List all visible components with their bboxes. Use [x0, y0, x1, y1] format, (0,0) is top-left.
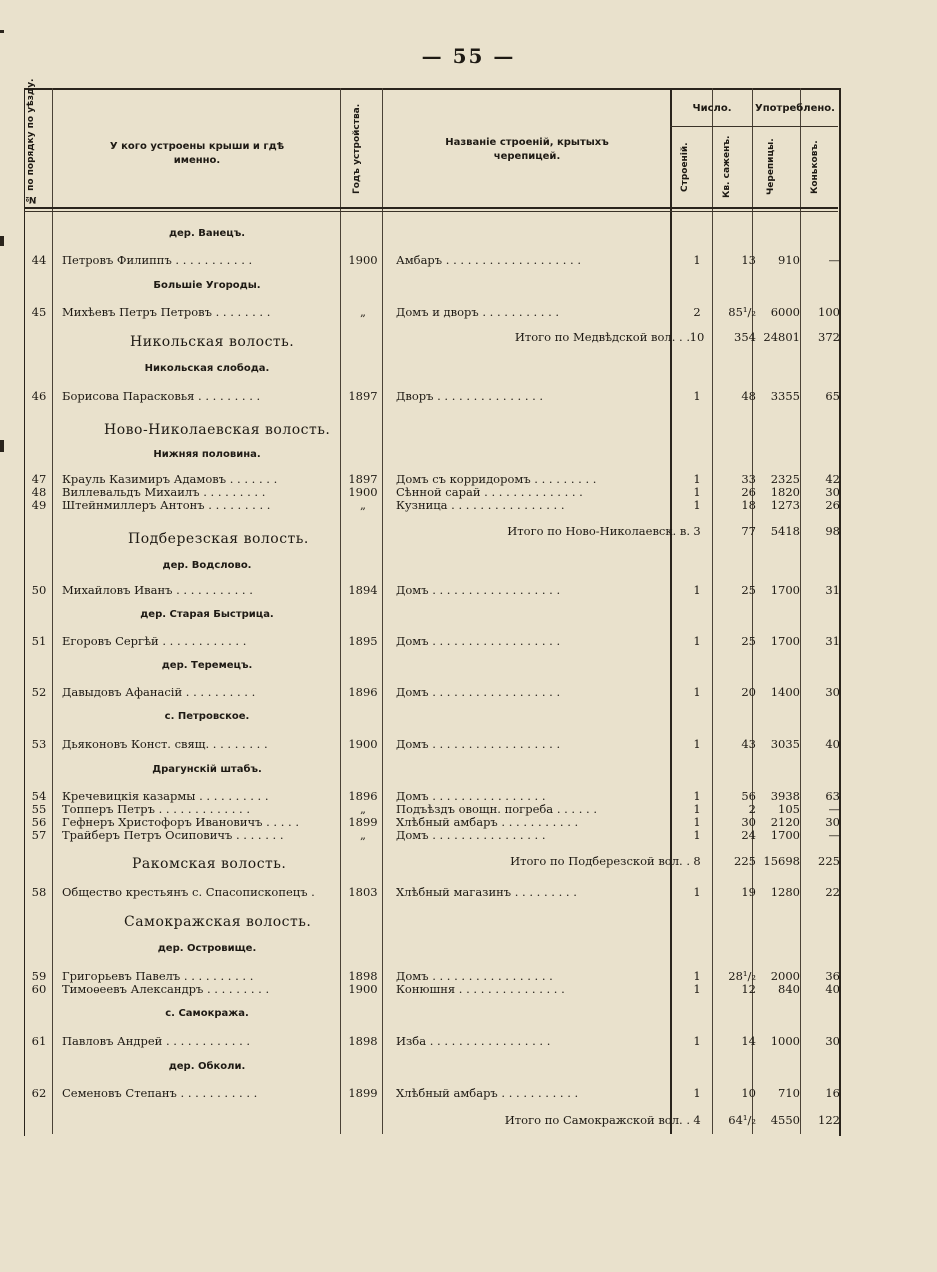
- cell-name: Борисова Парасковья . . . . . . . . .: [62, 389, 261, 403]
- cell-cnt: 1: [693, 1086, 701, 1100]
- cell-bld: Домъ и дворъ . . . . . . . . . . .: [396, 305, 560, 319]
- table-row: [24, 815, 844, 829]
- cell-ridge: 30: [825, 685, 840, 699]
- table-row: [24, 583, 844, 597]
- cell-tiles: 15698: [763, 854, 800, 868]
- cell-cnt: 4: [693, 1113, 701, 1127]
- cell-name: Гефнеръ Христофоръ Ивановичъ . . . . .: [62, 815, 299, 829]
- cell-no: 55: [31, 802, 47, 816]
- cell-ridge: 30: [825, 815, 840, 829]
- cell-no: 53: [31, 737, 47, 751]
- cell-no: 59: [31, 969, 47, 983]
- cell-sq: 64¹/₂: [728, 1113, 756, 1127]
- cell-ridge: 36: [825, 969, 840, 983]
- cell-name: Топперъ Петръ . . . . . . . . . . . . .: [62, 802, 250, 816]
- header-used-group: Употреблено.: [755, 103, 835, 114]
- table-row: [24, 969, 844, 983]
- total-row: [24, 854, 844, 868]
- cell-cnt: 2: [693, 305, 701, 319]
- cell-cnt: 1: [693, 389, 701, 403]
- cell-tiles: 3035: [770, 737, 800, 751]
- table-row: [24, 789, 844, 803]
- cell-cnt: 1: [693, 789, 701, 803]
- cell-bld: Дворъ . . . . . . . . . . . . . . .: [396, 389, 544, 403]
- volost-heading: Никольская волость.: [130, 334, 295, 350]
- village-heading: с. Петровское.: [164, 711, 250, 722]
- cell-ridge: 31: [825, 634, 840, 648]
- village-heading: дер. Обколи.: [168, 1061, 246, 1072]
- cell-tiles: 1000: [770, 1034, 800, 1048]
- cell-bld: Домъ . . . . . . . . . . . . . . . .: [396, 828, 546, 842]
- table-row: [24, 472, 844, 486]
- cell-ridge: 22: [825, 885, 840, 899]
- cell-sq: 225: [734, 854, 756, 868]
- header-building: Названіе строеній, крытыхъ черепицей.: [445, 137, 609, 162]
- volost-heading: Ново-Николаевская волость.: [104, 422, 331, 438]
- page-number: — 55 —: [421, 44, 516, 68]
- cell-sq: 354: [734, 330, 756, 344]
- cell-sq: 24: [741, 828, 756, 842]
- cell-no: 46: [31, 389, 47, 403]
- cell-no: 45: [31, 305, 47, 319]
- cell-cnt: 1: [693, 253, 701, 267]
- cell-name: Дьяконовъ Конст. свящ. . . . . . . . .: [62, 737, 268, 751]
- cell-year: 1896: [348, 685, 378, 699]
- cell-cnt: 1: [693, 969, 701, 983]
- cell-no: 56: [31, 815, 47, 829]
- cell-no: 51: [31, 634, 47, 648]
- cell-name: Михѣевъ Петръ Петровъ . . . . . . . .: [62, 305, 271, 319]
- cell-no: 60: [31, 982, 47, 996]
- cell-cnt: 1: [693, 498, 701, 512]
- cell-year: „: [360, 498, 366, 512]
- cell-cnt: 1: [693, 828, 701, 842]
- total-row: [24, 330, 844, 344]
- cell-bld: Хлѣбный амбаръ . . . . . . . . . . .: [396, 815, 579, 829]
- table-row: [24, 737, 844, 751]
- cell-year: 1900: [348, 982, 378, 996]
- table-row: [24, 1034, 844, 1048]
- cell-tiles: 1273: [770, 498, 800, 512]
- village-heading: дер. Теремецъ.: [161, 660, 253, 671]
- cell-bld: Домъ . . . . . . . . . . . . . . . .: [396, 789, 546, 803]
- cell-year: 1899: [348, 815, 378, 829]
- cell-sq: 48: [741, 389, 756, 403]
- cell-tiles: 105: [778, 802, 800, 816]
- cell-year: 1897: [348, 389, 378, 403]
- village-heading: Никольская слобода.: [144, 363, 270, 374]
- cell-tiles: 1400: [770, 685, 800, 699]
- cell-tiles: 2000: [770, 969, 800, 983]
- cell-cnt: 1: [693, 1034, 701, 1048]
- village-heading: дер. Островище.: [157, 943, 257, 954]
- cell-tiles: 710: [778, 1086, 800, 1100]
- cell-name: Кречевицкія казармы . . . . . . . . . .: [62, 789, 269, 803]
- table-row: [24, 634, 844, 648]
- cell-bld: Домъ . . . . . . . . . . . . . . . . . .: [396, 583, 561, 597]
- cell-bld: Домъ . . . . . . . . . . . . . . . . . .: [396, 737, 561, 751]
- cell-ridge: 100: [818, 305, 840, 319]
- cell-ridge: 30: [825, 485, 840, 499]
- cell-tiles: 1820: [770, 485, 800, 499]
- cell-name: Григорьевъ Павелъ . . . . . . . . . .: [62, 969, 254, 983]
- cell-bld: Хлѣбный магазинъ . . . . . . . . .: [396, 885, 577, 899]
- village-heading: дер. Старая Быстрица.: [140, 609, 274, 620]
- cell-year: 1898: [348, 969, 378, 983]
- cell-tiles: 1700: [770, 828, 800, 842]
- cell-total: Итого по Самокражской вол. .: [504, 1113, 690, 1127]
- cell-cnt: 1: [693, 472, 701, 486]
- cell-ridge: —: [828, 802, 840, 816]
- cell-bld: Домъ съ корридоромъ . . . . . . . . .: [396, 472, 597, 486]
- cell-cnt: 8: [693, 854, 701, 868]
- cell-tiles: 2120: [770, 815, 800, 829]
- table-row: [24, 802, 844, 816]
- header-year: Годъ устройства.: [352, 103, 362, 195]
- cell-tiles: 1700: [770, 583, 800, 597]
- cell-sq: 18: [741, 498, 756, 512]
- cell-tiles: 910: [778, 253, 800, 267]
- total-row: [24, 524, 844, 538]
- cell-cnt: 1: [693, 583, 701, 597]
- cell-total: Итого по Подберезской вол. .: [510, 854, 690, 868]
- cell-ridge: 65: [825, 389, 840, 403]
- cell-tiles: 3938: [770, 789, 800, 803]
- cell-name: Трайберъ Петръ Осиповичъ . . . . . . .: [62, 828, 284, 842]
- volost-heading: Подберезская волость.: [128, 531, 309, 547]
- cell-tiles: 2325: [770, 472, 800, 486]
- cell-year: 1899: [348, 1086, 378, 1100]
- cell-bld: Конюшня . . . . . . . . . . . . . . .: [396, 982, 565, 996]
- cell-total: Итого по Ново-Николаевск. в.: [507, 524, 690, 538]
- cell-cnt: 1: [693, 485, 701, 499]
- cell-bld: Домъ . . . . . . . . . . . . . . . . . .: [396, 685, 561, 699]
- cell-year: 1896: [348, 789, 378, 803]
- cell-cnt: 3: [693, 524, 701, 538]
- cell-no: 54: [31, 789, 47, 803]
- cell-cnt: 1: [693, 982, 701, 996]
- cell-tiles: 1700: [770, 634, 800, 648]
- table-row: [24, 828, 844, 842]
- header-buildings: Строеній.: [680, 142, 690, 192]
- cell-sq: 33: [741, 472, 756, 486]
- cell-ridge: 225: [818, 854, 840, 868]
- cell-year: 1897: [348, 472, 378, 486]
- cell-no: 62: [31, 1086, 47, 1100]
- village-heading: с. Самокража.: [165, 1008, 249, 1019]
- cell-ridge: 30: [825, 1034, 840, 1048]
- cell-sq: 10: [741, 1086, 756, 1100]
- cell-sq: 56: [741, 789, 756, 803]
- header-sq: Кв. саженъ.: [722, 135, 732, 199]
- cell-year: „: [360, 305, 366, 319]
- cell-ridge: 122: [818, 1113, 840, 1127]
- header-ridges: Коньковъ.: [810, 140, 820, 194]
- cell-name: Егоровъ Сергѣй . . . . . . . . . . . .: [62, 634, 247, 648]
- cell-no: 58: [31, 885, 47, 899]
- cell-no: 47: [31, 472, 47, 486]
- volost-heading: Ракомская волость.: [132, 856, 287, 872]
- cell-name: Михайловъ Иванъ . . . . . . . . . . .: [62, 583, 253, 597]
- cell-year: 1803: [348, 885, 378, 899]
- header-tiles: Черепицы.: [766, 138, 776, 196]
- cell-bld: Сѣнной сарай . . . . . . . . . . . . . .: [396, 485, 583, 499]
- cell-ridge: 31: [825, 583, 840, 597]
- cell-sq: 20: [741, 685, 756, 699]
- cell-tiles: 840: [778, 982, 800, 996]
- cell-tiles: 1280: [770, 885, 800, 899]
- cell-ridge: 42: [825, 472, 840, 486]
- cell-cnt: 1: [693, 815, 701, 829]
- cell-ridge: 16: [825, 1086, 840, 1100]
- cell-sq: 28¹/₂: [728, 969, 756, 983]
- table-row: [24, 305, 844, 319]
- cell-year: 1894: [348, 583, 378, 597]
- cell-year: 1895: [348, 634, 378, 648]
- cell-year: 1898: [348, 1034, 378, 1048]
- cell-no: 50: [31, 583, 47, 597]
- village-heading: дер. Ванецъ.: [168, 228, 246, 239]
- cell-sq: 13: [741, 253, 756, 267]
- cell-year: „: [360, 802, 366, 816]
- cell-sq: 2: [748, 802, 756, 816]
- cell-tiles: 5418: [770, 524, 800, 538]
- cell-cnt: 1: [693, 737, 701, 751]
- cell-sq: 26: [741, 485, 756, 499]
- cell-name: Петровъ Филиппъ . . . . . . . . . . .: [62, 253, 253, 267]
- cell-ridge: 26: [825, 498, 840, 512]
- cell-sq: 85¹/₂: [728, 305, 756, 319]
- table-row: [24, 982, 844, 996]
- cell-cnt: 10: [689, 330, 705, 344]
- cell-ridge: 40: [825, 737, 840, 751]
- cell-tiles: 3355: [770, 389, 800, 403]
- village-heading: Большіе Угороды.: [153, 280, 261, 291]
- table-row: [24, 389, 844, 403]
- cell-bld: Амбаръ . . . . . . . . . . . . . . . . . . .: [396, 253, 582, 267]
- cell-sq: 25: [741, 583, 756, 597]
- cell-bld: Хлѣбный амбаръ . . . . . . . . . . .: [396, 1086, 579, 1100]
- cell-sq: 30: [741, 815, 756, 829]
- cell-ridge: 40: [825, 982, 840, 996]
- cell-name: Давыдовъ Афанасій . . . . . . . . . .: [62, 685, 256, 699]
- cell-bld: Подъѣздъ овощн. погреба . . . . . .: [396, 802, 598, 816]
- cell-sq: 25: [741, 634, 756, 648]
- cell-sq: 12: [741, 982, 756, 996]
- cell-total: Итого по Медвѣдской вол. . .: [514, 330, 690, 344]
- cell-sq: 43: [741, 737, 756, 751]
- total-row: [24, 1113, 844, 1127]
- cell-bld: Кузница . . . . . . . . . . . . . . . .: [396, 498, 565, 512]
- table-row: [24, 498, 844, 512]
- cell-no: 44: [31, 253, 47, 267]
- cell-no: 57: [31, 828, 47, 842]
- cell-ridge: 372: [818, 330, 840, 344]
- table-row: [24, 885, 844, 899]
- cell-cnt: 1: [693, 685, 701, 699]
- header-owner: У кого устроены крыши и гдѣ именно.: [109, 141, 285, 166]
- cell-tiles: 24801: [763, 330, 800, 344]
- cell-name: Тимоѳеевъ Александръ . . . . . . . . .: [62, 982, 270, 996]
- cell-cnt: 1: [693, 634, 701, 648]
- cell-year: 1900: [348, 253, 378, 267]
- header-count-group: Число.: [692, 103, 732, 114]
- cell-bld: Изба . . . . . . . . . . . . . . . . .: [396, 1034, 551, 1048]
- cell-no: 52: [31, 685, 47, 699]
- cell-no: 48: [31, 485, 47, 499]
- cell-name: Семеновъ Степанъ . . . . . . . . . . .: [62, 1086, 258, 1100]
- volost-heading: Самокражская волость.: [124, 914, 312, 930]
- cell-sq: 14: [741, 1034, 756, 1048]
- table-row: [24, 1086, 844, 1100]
- cell-bld: Домъ . . . . . . . . . . . . . . . . .: [396, 969, 553, 983]
- cell-tiles: 4550: [770, 1113, 800, 1127]
- cell-no: 49: [31, 498, 47, 512]
- header-no: № по порядку по уѣзду.: [26, 78, 36, 204]
- cell-sq: 77: [741, 524, 756, 538]
- village-heading: Драгунскій штабъ.: [152, 764, 262, 775]
- cell-year: 1900: [348, 737, 378, 751]
- table-row: [24, 253, 844, 267]
- cell-ridge: —: [828, 828, 840, 842]
- cell-no: 61: [31, 1034, 47, 1048]
- cell-sq: 19: [741, 885, 756, 899]
- village-heading: дер. Водслово.: [162, 560, 252, 571]
- cell-ridge: 63: [825, 789, 840, 803]
- cell-ridge: —: [828, 253, 840, 267]
- cell-year: „: [360, 828, 366, 842]
- cell-year: 1900: [348, 485, 378, 499]
- cell-name: Виллевальдъ Михаилъ . . . . . . . . .: [62, 485, 266, 499]
- cell-name: Павловъ Андрей . . . . . . . . . . . .: [62, 1034, 251, 1048]
- cell-ridge: 98: [825, 524, 840, 538]
- cell-name: Штейнмиллеръ Антонъ . . . . . . . . .: [62, 498, 271, 512]
- cell-bld: Домъ . . . . . . . . . . . . . . . . . .: [396, 634, 561, 648]
- table-row: [24, 685, 844, 699]
- cell-cnt: 1: [693, 802, 701, 816]
- cell-tiles: 6000: [770, 305, 800, 319]
- village-heading: Нижняя половина.: [153, 449, 261, 460]
- cell-name: Общество крестьянъ с. Спасопископецъ .: [62, 885, 315, 899]
- cell-cnt: 1: [693, 885, 701, 899]
- cell-name: Крауль Казимиръ Адамовъ . . . . . . .: [62, 472, 278, 486]
- table-row: [24, 485, 844, 499]
